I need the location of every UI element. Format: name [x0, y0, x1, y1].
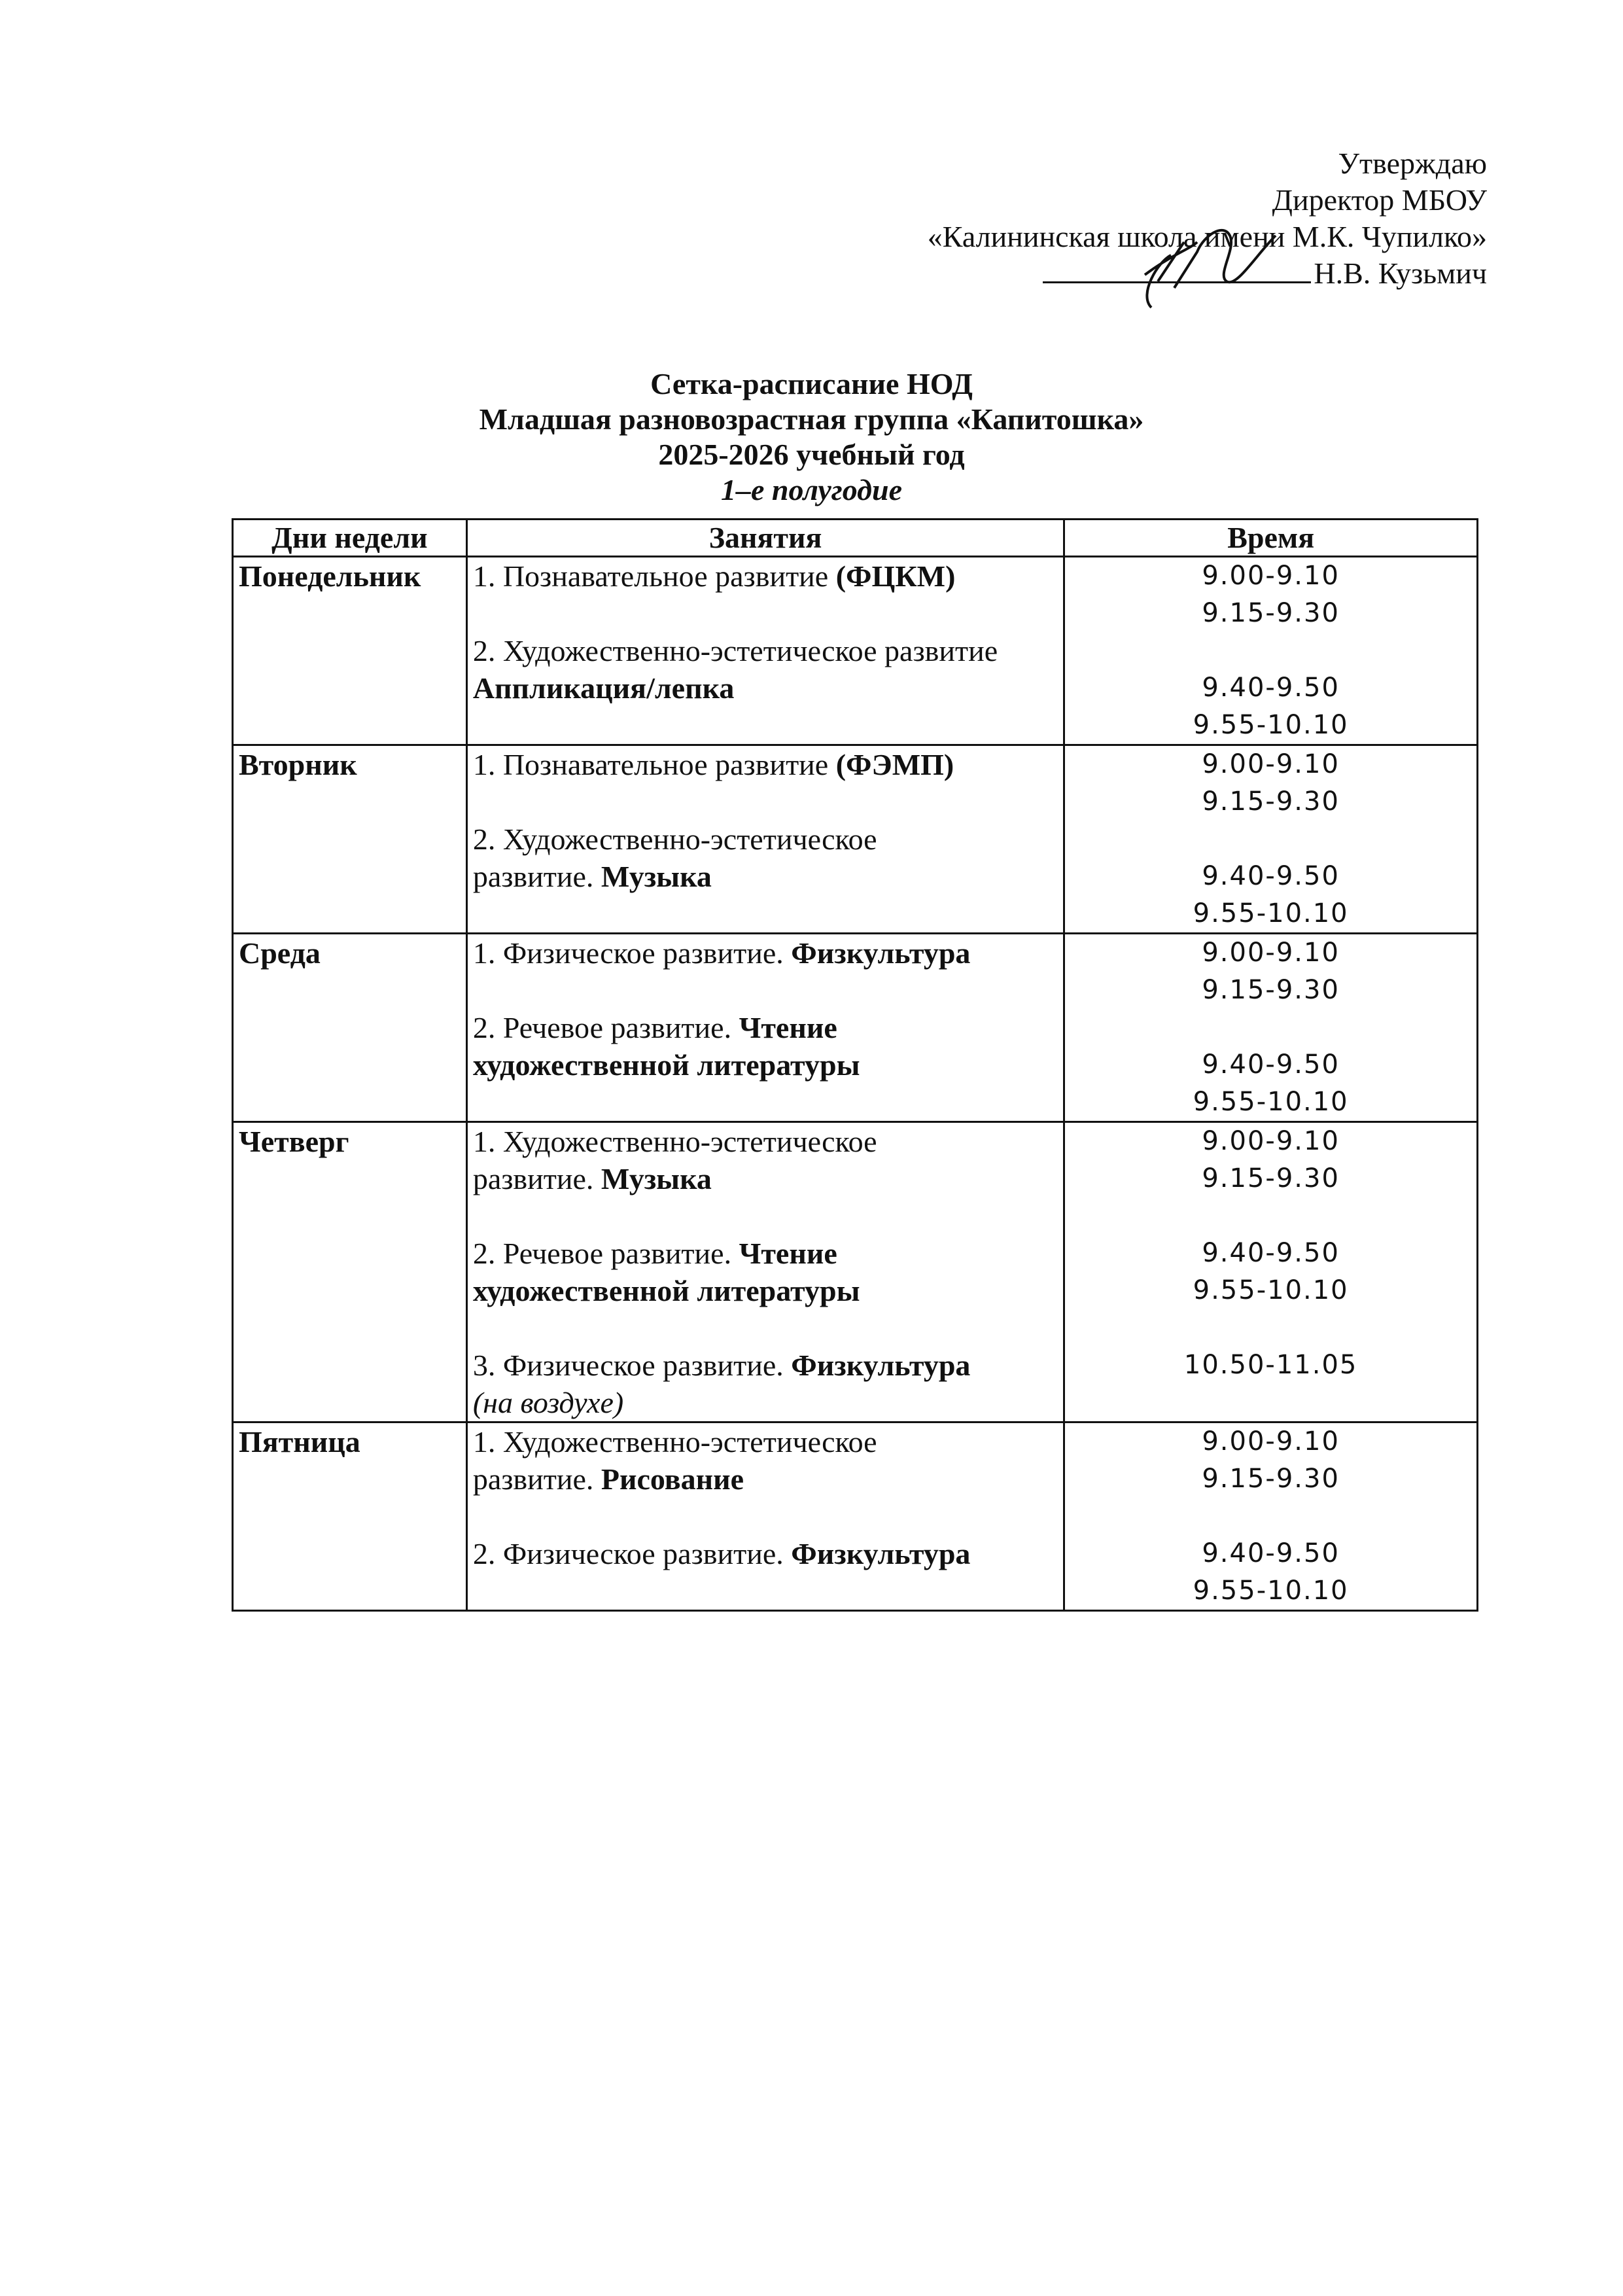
time-slot: 9.15-9.30 — [1202, 975, 1340, 1005]
times-cell — [1064, 557, 1478, 745]
time-slot: 9.55-10.10 — [1193, 1275, 1349, 1305]
approval-heading: Утверждаю — [1338, 147, 1487, 180]
activity-1-subject: развитие. Музыка — [472, 1162, 712, 1195]
table-row-wednesday — [233, 934, 1478, 1122]
time-slot: 9.00-9.10 — [1202, 561, 1340, 591]
time-slot: 9.00-9.10 — [1202, 938, 1340, 968]
activity-2-subject: художественной литературы — [472, 1048, 860, 1082]
time-slot: 10.50-11.05 — [1183, 1350, 1358, 1380]
schedule-table — [232, 518, 1478, 1612]
times-cell — [1064, 934, 1478, 1122]
time-slot: 9.00-9.10 — [1202, 749, 1340, 779]
time-slot: 9.15-9.30 — [1202, 786, 1340, 817]
activity-1: 1. Художественно-эстетическое — [472, 1125, 877, 1158]
header-activities: Занятия — [466, 520, 1064, 557]
table-header-row — [233, 520, 1478, 557]
time-slot: 9.00-9.10 — [1202, 1426, 1340, 1457]
approval-position: Директор МБОУ — [1272, 183, 1487, 217]
times-cell — [1064, 1122, 1478, 1422]
activity-2: 2. Физическое развитие. Физкультура — [472, 1537, 971, 1570]
day-cell: Среда — [233, 934, 467, 1122]
activity-1: 1. Художественно-эстетическое — [472, 1425, 877, 1458]
time-slot: 9.40-9.50 — [1202, 1538, 1340, 1568]
table-row-monday — [233, 557, 1478, 745]
time-slot: 9.55-10.10 — [1193, 1576, 1349, 1606]
group-name: Младшая разновозрастная группа «Капитошка» — [479, 402, 1144, 436]
activity-1-subject: развитие. Рисование — [472, 1462, 744, 1496]
time-slot: 9.00-9.10 — [1202, 1126, 1340, 1156]
time-slot: 9.40-9.50 — [1202, 673, 1340, 703]
time-slot: 9.40-9.50 — [1202, 1050, 1340, 1080]
approval-organization: «Калининская школа имени М.К. Чупилко» — [927, 220, 1487, 253]
activity-2-subject: развитие. Музыка — [472, 860, 712, 893]
times-cell — [1064, 1422, 1478, 1611]
activity-2-subject: художественной литературы — [472, 1274, 860, 1307]
day-cell: Пятница — [233, 1422, 467, 1611]
academic-year: 2025-2026 учебный год — [658, 438, 965, 471]
activity-1: 1. Познавательное развитие (ФЦКМ) — [472, 559, 956, 593]
table-row-thursday — [233, 1122, 1478, 1422]
time-slot: 9.40-9.50 — [1202, 1238, 1340, 1268]
activities-cell — [466, 934, 1064, 1122]
activity-3: 3. Физическое развитие. Физкультура — [472, 1349, 971, 1382]
activities-cell — [466, 1122, 1064, 1422]
semester-label: 1–е полугодие — [721, 473, 902, 506]
handwritten-signature-icon — [1112, 216, 1282, 314]
activity-3-note: (на воздухе) — [472, 1386, 624, 1419]
time-slot: 9.15-9.30 — [1202, 1464, 1340, 1494]
activity-1: 1. Физическое развитие. Физкультура — [472, 936, 971, 970]
activities-cell — [466, 745, 1064, 934]
time-slot: 9.55-10.10 — [1193, 710, 1349, 740]
day-cell: Понедельник — [233, 557, 467, 745]
header-days: Дни недели — [233, 520, 467, 557]
time-slot: 9.55-10.10 — [1193, 1087, 1349, 1117]
activity-2: 2. Речевое развитие. Чтение — [472, 1011, 837, 1044]
table-row-tuesday — [233, 745, 1478, 934]
activity-2: 2. Художественно-эстетическое развитие — [472, 634, 998, 667]
activities-cell — [466, 1422, 1064, 1611]
day-cell: Вторник — [233, 745, 467, 934]
document-title-block — [0, 366, 1623, 508]
activity-2: 2. Речевое развитие. Чтение — [472, 1237, 837, 1270]
activity-1: 1. Познавательное развитие (ФЭМП) — [472, 748, 954, 781]
header-time: Время — [1064, 520, 1478, 557]
table-row-friday — [233, 1422, 1478, 1611]
activity-2: 2. Художественно-эстетическое — [472, 822, 877, 856]
approval-signer: Н.В. Кузьмич — [1314, 256, 1487, 290]
time-slot: 9.40-9.50 — [1202, 861, 1340, 891]
time-slot: 9.15-9.30 — [1202, 1163, 1340, 1193]
activity-2-subject: Аппликация/лепка — [472, 671, 735, 705]
time-slot: 9.55-10.10 — [1193, 898, 1349, 928]
times-cell — [1064, 745, 1478, 934]
document-title: Сетка-расписание НОД — [650, 367, 973, 400]
day-cell: Четверг — [233, 1122, 467, 1422]
time-slot: 9.15-9.30 — [1202, 598, 1340, 628]
activities-cell — [466, 557, 1064, 745]
